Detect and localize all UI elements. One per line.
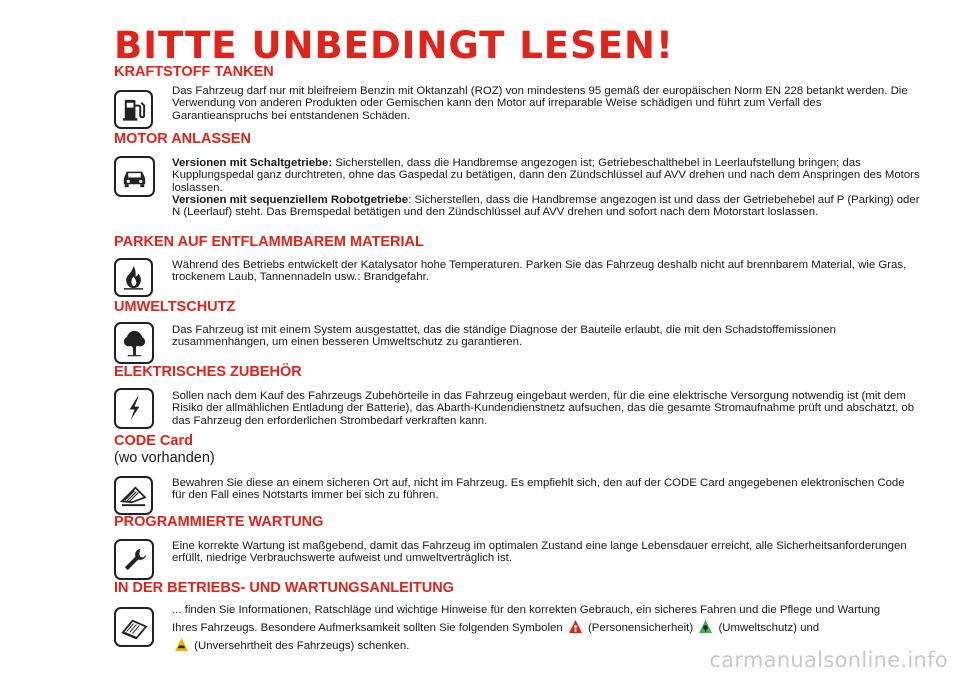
section-heading: KRAFTSTOFF TANKEN <box>114 64 274 80</box>
vehicle-integrity-icon <box>174 637 189 652</box>
section-text: Bewahren Sie diese an einem sicheren Ort auf, nicht im Fahrzeug. Es empfiehlt sich, den auf der CODE Card angegebenen elektronischen Code für den Fall eines Notstarts immer bei sich zu führen. <box>172 477 905 502</box>
section-heading: CODE Card <box>114 433 193 449</box>
flame-icon <box>114 258 153 297</box>
section-electrical <box>114 364 920 427</box>
section-subheading: (wo vorhanden) <box>114 450 215 466</box>
manual-book-icon <box>114 607 154 647</box>
car-icon <box>114 156 155 197</box>
section-text: Sollen nach dem Kauf des Fahrzeugs Zubehörteile in das Fahrzeug eingebaut werden, für die eine elektrische Versorgung notwendig ist (mit dem Risiko der allmählichen Entladung der Batterie), das Abarth-Kundendienstnetz aufsuchen, das die gesamte Stromaufnahme prüft und abschätzt, ob das Fahrzeug den erforderlichen Strombedarf verkraften kann. <box>172 390 915 427</box>
personal-safety-icon <box>568 619 583 634</box>
fuel-pump-icon <box>114 90 153 129</box>
tree-icon <box>114 322 154 364</box>
section-owner-manual <box>114 580 920 655</box>
section-text: Versionen mit Schaltgetriebe: Sicherstellen, dass die Handbremse angezogen ist; Getriebeschalthebel in Leerlaufstellung bringen; das Kupplungspedal ganz durchtreten, ohne das Gaspedal zu betätigen, dann den Zündschlüssel auf AVV drehen und nach dem Anspringen des Motors loslassen. Versionen mit sequenziellem Robotgetriebe: Sicherstellen, dass die Handbremse angezogen ist und dass der Getriebehebel auf P (Parking) oder N (Leerlauf) steht. Das Bremspedal betätigen und den Zündschlüssel auf AVV drehen und sofort nach dem Motorstart loslassen. <box>172 157 920 219</box>
page-title: BITTE UNBEDINGT LESEN! <box>114 23 674 68</box>
robot-label: Versionen mit sequenziellem Robotgetriebe <box>172 193 409 206</box>
section-text: Das Fahrzeug ist mit einem System ausgestattet, das die ständige Diagnose der Bauteile erlaubt, die mit den Schadstoffemissionen zusammenhängen, um einen besseren Umweltschutz zu garantieren. <box>172 324 836 349</box>
section-heading: UMWELTSCHUTZ <box>114 299 236 315</box>
section-text: Während des Betriebs entwickelt der Katalysator hohe Temperaturen. Parken Sie das Fahrzeug deshalb nicht auf brennbarem Material, wie Gras, trockenem Laub, Tannennadeln usw.: Brandgefahr. <box>172 259 907 284</box>
section-heading: PROGRAMMIERTE WARTUNG <box>114 514 324 530</box>
section-heading: PARKEN AUF ENTFLAMMBAREM MATERIAL <box>114 234 424 250</box>
section-text: ... finden Sie Informationen, Ratschläge und wichtige Hinweise für den korrekten Gebrauch, ein sicheres Fahren und die Pflege und Wartung Ihres Fahrzeugs. Besondere Aufmerksamkeit sollten Sie folgenden Symbolen (Personensicherheit) (Umweltschutz) und (Unversehrtheit des Fahrzeugs) schenken. <box>172 604 881 652</box>
section-code-card <box>114 433 920 502</box>
section-heading: ELEKTRISCHES ZUBEHÖR <box>114 364 302 380</box>
lightning-bolt-icon <box>114 388 154 429</box>
wrench-icon <box>114 539 154 580</box>
environment-icon <box>698 619 713 634</box>
section-text: Das Fahrzeug darf nur mit bleifreiem Benzin mit Oktanzahl (ROZ) von mindestens 95 gemäß der europäischen Norm EN 228 betankt werden. Die Verwendung von anderen Produkten oder Gemischen kann den Motor auf irreparable Weise schädigen und führt zum Verfall des Garantieanspruchs bei entstandenen Schäden. <box>172 85 908 122</box>
section-text: Eine korrekte Wartung ist maßgebend, damit das Fahrzeug im optimalen Zustand eine lange Lebensdauer erreicht, alle Sicherheitsanforderungen erfüllt, niedrige Verbrauchswerte aufweist und umweltverträglich ist. <box>172 540 907 565</box>
section-maintenance <box>114 514 920 565</box>
section-environment <box>114 299 920 349</box>
section-fuel <box>114 64 920 122</box>
watermark: carmanualsonline.info <box>709 648 948 672</box>
manual-label: Versionen mit Schaltgetriebe: <box>172 157 333 169</box>
section-parking <box>114 234 920 284</box>
section-heading: MOTOR ANLASSEN <box>114 131 251 147</box>
section-engine-start <box>114 131 920 218</box>
section-heading: IN DER BETRIEBS- UND WARTUNGSANLEITUNG <box>114 580 454 596</box>
code-card-icon <box>114 476 153 515</box>
